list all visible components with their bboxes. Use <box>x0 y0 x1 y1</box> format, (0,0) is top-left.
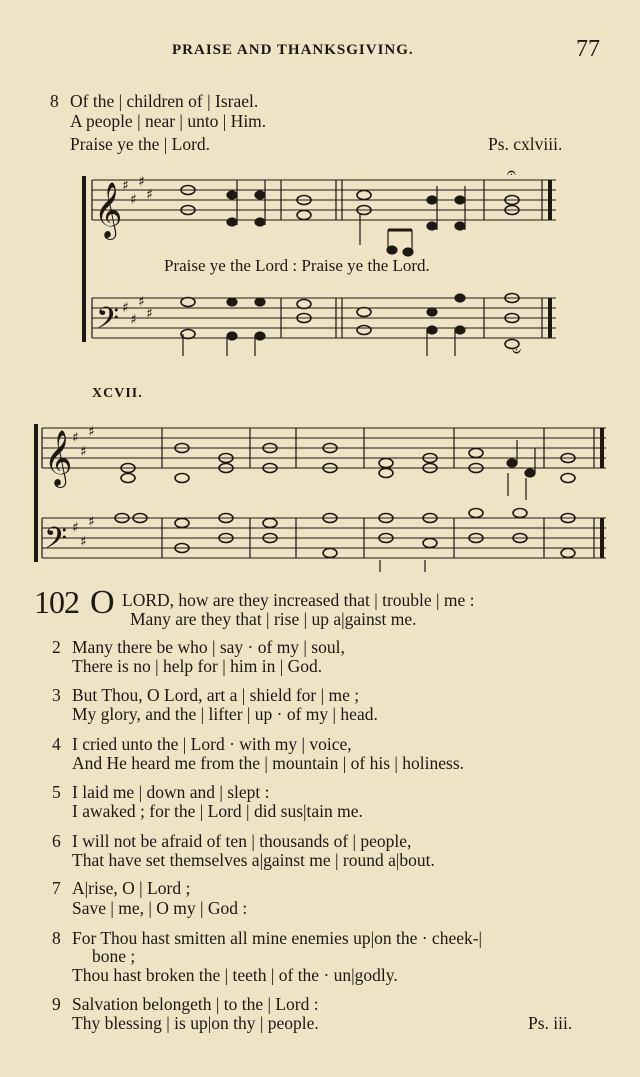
svg-text:♯: ♯ <box>88 424 95 440</box>
drop-initial: O <box>90 584 115 621</box>
page-number: 77 <box>576 36 600 62</box>
svg-text:♯: ♯ <box>122 178 129 194</box>
psalm-number: 102 <box>34 584 79 620</box>
running-title: PRAISE AND THANKSGIVING. <box>172 42 414 58</box>
svg-text:♯: ♯ <box>146 306 153 322</box>
verse-line: Save | me, | O my | God : <box>72 898 248 918</box>
psalm-reference: Ps. iii. <box>528 1013 573 1033</box>
verse-line: I will not be afraid of ten | thousands of | people, <box>72 831 412 851</box>
verse-line: bone ; <box>92 946 136 966</box>
svg-text:♯: ♯ <box>146 187 153 203</box>
fermata-icon: 𝄐 <box>512 342 521 361</box>
svg-text:♯: ♯ <box>130 312 137 328</box>
svg-text:♯: ♯ <box>122 300 129 316</box>
verse-line: That have set themselves a|gainst me | round a|bout. <box>72 850 435 870</box>
verse-number: 5 <box>52 782 61 802</box>
verse-number: 9 <box>52 994 61 1014</box>
verse-line: For Thou hast smitten all mine enemies up|on the · cheek-| <box>72 928 483 948</box>
verse-line: Many are they that | rise | up a|gainst me. <box>130 609 417 629</box>
verse-line: There is no | help for | him in | God. <box>72 656 323 676</box>
verse-number: 8 <box>50 91 59 111</box>
chant1-treble-staff <box>92 180 556 220</box>
verse-line: A people | near | unto | Him. <box>70 111 267 131</box>
verse-line: And He heard me from the | mountain | of his | holiness. <box>72 753 465 773</box>
chant2-treble-staff <box>42 428 606 468</box>
verse-line: Thy blessing | is up|on thy | people. <box>72 1013 319 1033</box>
chant-number-label: XCVII. <box>92 386 143 401</box>
verse-line: LORD, how are they increased that | trouble | me : <box>122 590 475 610</box>
verse-line: Thou hast broken the | teeth | of the · un|godly. <box>72 965 398 985</box>
verse-number: 8 <box>52 928 61 948</box>
verse-line: But Thou, O Lord, art a | shield for | me ; <box>72 685 360 705</box>
chant2-notes <box>115 444 575 558</box>
svg-text:♯: ♯ <box>80 444 87 460</box>
verse-line: Of the | children of | Israel. <box>70 91 259 111</box>
verse-number: 6 <box>52 831 61 851</box>
svg-text:♯: ♯ <box>80 534 87 550</box>
verse-line: Many there be who | say · of my | soul, <box>72 637 345 657</box>
verse-line: I awaked ; for the | Lord | did sus|tain me. <box>72 801 363 821</box>
verse-number: 4 <box>52 734 61 754</box>
svg-text:♯: ♯ <box>130 192 137 208</box>
svg-text:♯: ♯ <box>72 430 79 446</box>
treble-clef-icon: 𝄞 <box>94 182 123 238</box>
verse-line: A|rise, O | Lord ; <box>72 878 191 898</box>
verse-line: I laid me | down and | slept : <box>72 782 270 802</box>
chant2-filled-notes <box>380 440 535 572</box>
verse-number: 7 <box>52 878 61 898</box>
chant1-bass-staff <box>92 298 556 338</box>
verse-line: I cried unto the | Lord · with my | voice, <box>72 734 352 754</box>
svg-text:♯: ♯ <box>88 514 95 530</box>
svg-text:♯: ♯ <box>138 294 145 310</box>
psalm-reference: Ps. cxlviii. <box>488 134 563 154</box>
fermata-icon: 𝄐 <box>507 163 516 182</box>
verse-line: Praise ye the | Lord. <box>70 134 211 154</box>
svg-text:♯: ♯ <box>72 520 79 536</box>
treble-clef-icon: 𝄞 <box>44 430 73 486</box>
verse-line: My glory, and the | lifter | up · of my | head. <box>72 704 378 724</box>
bass-clef-icon: 𝄢 <box>44 522 68 563</box>
verse-line: Salvation belongeth | to the | Lord : <box>72 994 319 1014</box>
chant-underlay: Praise ye the Lord : Praise ye the Lord. <box>164 256 430 275</box>
svg-text:♯: ♯ <box>138 174 145 190</box>
bass-clef-icon: 𝄢 <box>96 302 120 343</box>
verse-number: 2 <box>52 637 61 657</box>
verse-number: 3 <box>52 685 61 705</box>
